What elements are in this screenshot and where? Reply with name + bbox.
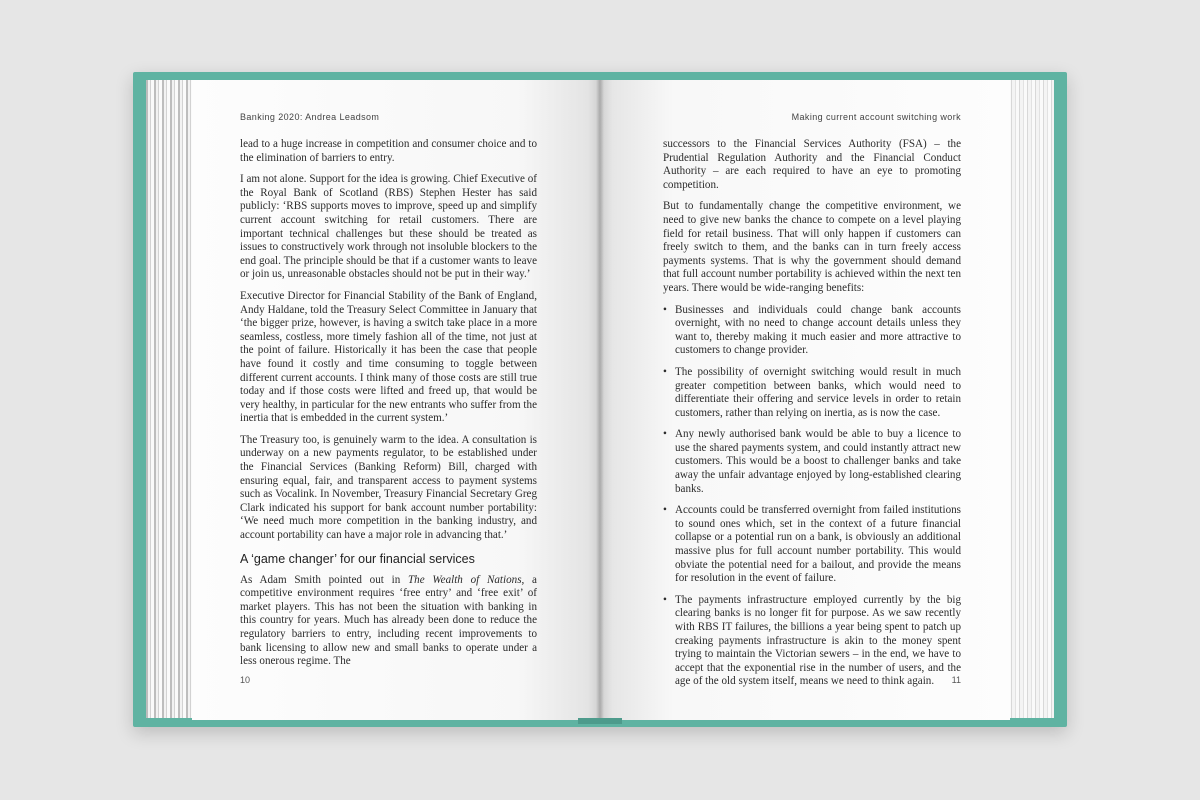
page-number-left: 10	[240, 675, 251, 685]
bullet-icon: •	[663, 303, 667, 316]
running-head-left: Banking 2020: Andrea Leadsom	[240, 112, 380, 122]
left-page-text	[240, 138, 537, 669]
page-edges-left	[146, 80, 194, 718]
paragraph: I am not alone. Support for the idea is growing. Chief Executive of the Royal Bank of Scotland (RBS) Stephen Hester has said publicly: ‘RBS supports moves to improve, speed up and simplify current account switching for retail customers. There are important technical challenges but these should be treated as issues to constructively work through not insoluble blockers to the end goal. The principle should be that if a customer wants to leave or join us, unreasonable obstacles should not be put in their way.’	[240, 173, 537, 281]
paragraph: But to fundamentally change the competitive environment, we need to give new banks the chance to compete on a level playing field for retail business. That will only happen if customers can freely switch to them, and the banks can in turn freely access payments systems. That is why the government should demand that full account number portability is achieved within the next ten years. There would be wide-ranging benefits:	[663, 200, 961, 294]
bullet-icon: •	[663, 593, 667, 606]
right-page	[600, 80, 1010, 720]
bullet-icon: •	[663, 365, 667, 378]
paragraph: lead to a huge increase in competition and consumer choice and to the elimination of barriers to entry.	[240, 138, 537, 164]
list-item-text: Any newly authorised bank would be able to buy a licence to use the shared payments system, and could instantly attract new customers. This would be a boost to challenger banks and take away the unfair advantage enjoyed by long-established clearing banks.	[675, 428, 961, 495]
bullet-icon: •	[663, 428, 667, 441]
left-page	[192, 80, 600, 720]
list-item-text: The possibility of overnight switching would result in much greater competition between banks, which would need to differentiate their offering and service levels in order to retain customers, rather than relying on inertia, as is now the case.	[675, 365, 961, 419]
list-item	[663, 304, 961, 358]
paragraph-text-start: As Adam Smith pointed out in	[240, 573, 409, 586]
paragraph-text-end: , a competitive environment requires ‘free entry’ and ‘free exit’ of market players. This has not been the situation with banking in this country for years. Much has already been done to reduce the regulatory barriers to entry, including recent improvements to bank licensing to allow new and small banks to operate under a less onerous regime. The	[240, 573, 537, 668]
benefits-list	[663, 304, 961, 689]
list-item	[663, 428, 961, 496]
list-item-text: The payments infrastructure employed currently by the big clearing banks is no longer fit for purpose. As we saw recently with RBS IT failures, the billions a year being spent to patch up creaking payments infrastructure is akin to the money spent trying to maintain the Victorian sewers – in the end, we have to accept that the exponential rise in the number of users, and the age of the old system itself, means we need to think again.	[675, 593, 961, 688]
book-gutter	[596, 80, 604, 720]
page-number-right: 11	[951, 675, 961, 685]
paragraph: The Treasury too, is genuinely warm to the idea. A consultation is underway on a new payments regulator, to be established under the Financial Services (Banking Reform) Bill, charged with ensuring equal, fair, and transparent access to payment systems such as Vocalink. In November, Treasury Financial Secretary Greg Clark indicated his support for bank account number portability: ‘We need much more competition in the banking industry, and account portability can have a major role in advancing that.’	[240, 433, 537, 542]
list-item-text: Accounts could be transferred overnight from failed institutions to sound ones which, set in the context of a future financial collapse or a potential run on a bank, is obviously an additional massive plus for full account number portability. This would obviate the potential need for a bailout, and provide the means for resolution in the event of failure.	[675, 504, 961, 585]
page-edges-right	[1008, 80, 1054, 718]
list-item	[663, 594, 961, 689]
bullet-icon: •	[663, 504, 667, 517]
list-item	[663, 366, 961, 420]
paragraph	[240, 574, 537, 669]
right-page-text	[663, 138, 961, 689]
paragraph: successors to the Financial Services Authority (FSA) – the Prudential Regulation Authority and the Financial Conduct Authority – are each required to have an eye to promoting competition.	[663, 138, 961, 191]
book-title: The Wealth of Nations	[408, 573, 522, 586]
section-heading: A ‘game changer’ for our financial services	[240, 551, 475, 566]
spine-tab	[578, 718, 622, 724]
list-item-text: Businesses and individuals could change bank accounts overnight, with no need to change account details unless they want to, thereby making it much easier and more attractive to customers to change provider.	[675, 303, 961, 357]
running-head-right: Making current account switching work	[791, 112, 961, 122]
paragraph: Executive Director for Financial Stability of the Bank of England, Andy Haldane, told the Treasury Select Committee in January that ‘the bigger prize, however, is having a switch take place in a more seamless, costless, more timely fashion all of the time, not just at the point of failure. Historically it has been the case that people have found it costly and time consuming to toggle between different current accounts. I think many of those costs are still true today and if those costs were lifted and freed up, that would be very healthy, in particular for the new entrants who suffer from the inertia that is embedded in the current system.’	[240, 289, 537, 425]
list-item	[663, 504, 961, 586]
